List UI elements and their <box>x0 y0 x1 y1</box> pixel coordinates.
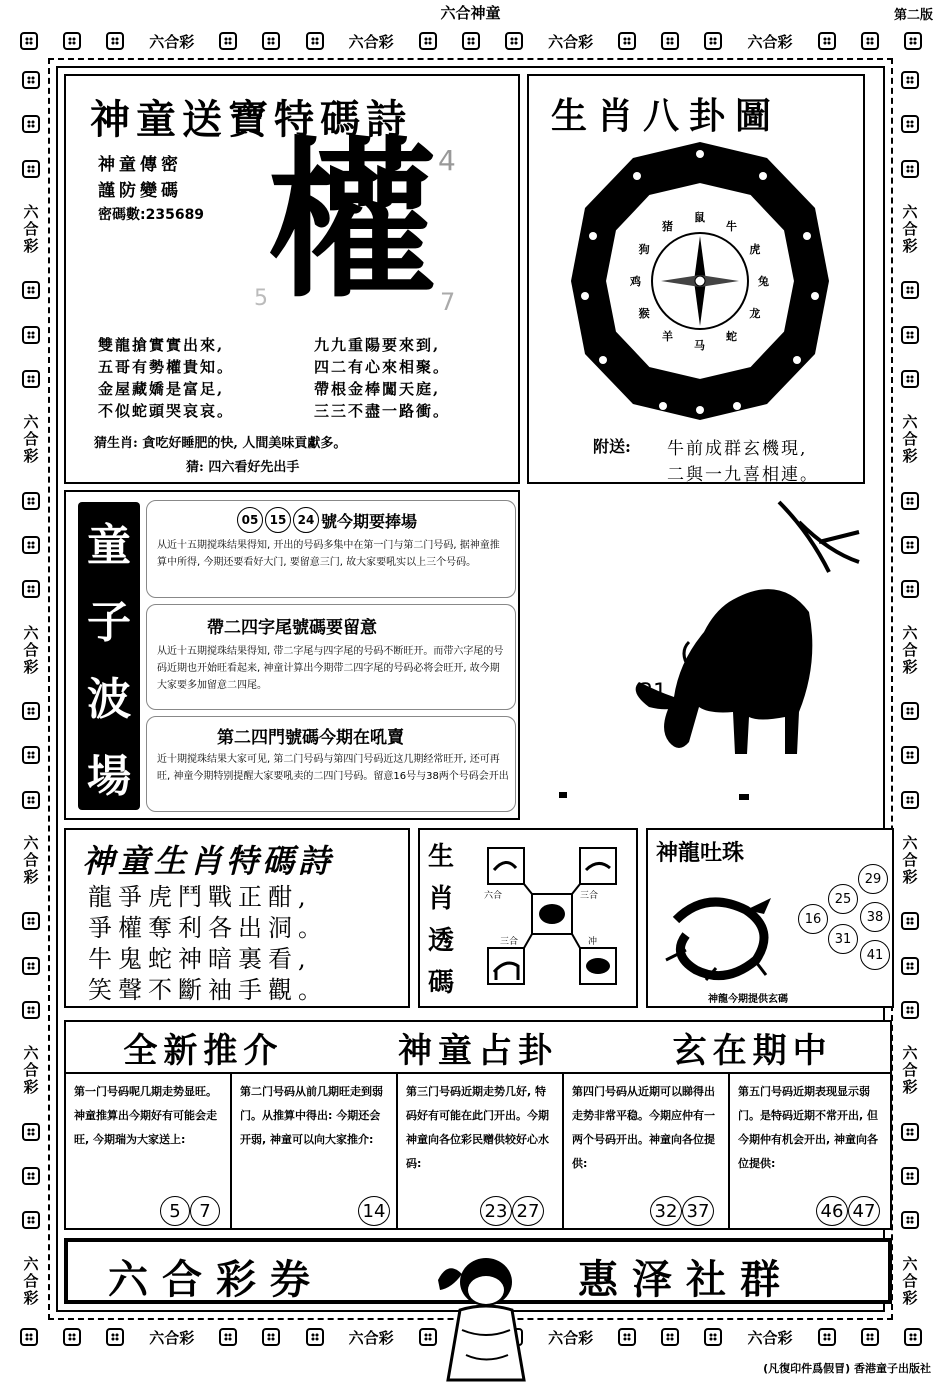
dice-icon <box>901 1211 919 1229</box>
dice-icon <box>22 326 40 344</box>
border-label: 六合彩 <box>21 835 40 887</box>
big-character: 權 <box>266 123 437 321</box>
dice-icon <box>704 1328 722 1346</box>
guess-zodiac: 猜生肖: 貪吃好睡肥的快, 人間美味貢獻多。 <box>94 436 347 451</box>
border-label: 六合彩 <box>747 1328 793 1347</box>
bagua-note-line2: 二與一九喜相連。 <box>667 465 819 485</box>
wave-side-char: 場 <box>87 750 131 802</box>
border-label: 六合彩 <box>21 414 40 466</box>
poem-line: 不似蛇頭哭哀哀。 <box>98 402 235 420</box>
dice-icon <box>22 957 40 975</box>
number-ball: 24 <box>293 507 319 533</box>
dice-icon <box>22 370 40 388</box>
door-text: 第四门号码从近期可以睇得出走势非常平稳。今期应仲有一两个号码开出。神童向各位提供: <box>572 1085 715 1170</box>
poem-left <box>98 334 234 422</box>
door-number: 32 <box>650 1196 682 1226</box>
border-label: 六合彩 <box>149 1328 195 1347</box>
faint-digit-1: 4 <box>438 144 456 177</box>
dice-icon <box>901 370 919 388</box>
wave-section-1 <box>146 500 516 598</box>
wave-section-2-title: 帶二四字尾號碼要留意 <box>207 618 377 638</box>
door-number: 14 <box>358 1196 390 1226</box>
dice-icon <box>22 1001 40 1019</box>
dice-icon <box>901 580 919 598</box>
banner-left: 六合彩券 <box>108 1257 324 1303</box>
border-top <box>14 24 928 58</box>
door-2-numbers <box>358 1196 390 1226</box>
wave-section-1-title <box>237 507 417 533</box>
dice-icon <box>901 281 919 299</box>
dice-icon <box>901 71 919 89</box>
border-label: 六合彩 <box>21 204 40 256</box>
border-label: 六合彩 <box>21 1255 40 1307</box>
dice-icon <box>22 580 40 598</box>
guess-hint: 猜: 四六看好先出手 <box>186 460 300 475</box>
dice-icon <box>22 281 40 299</box>
poem-line: 爭權奪利各出洞。 <box>88 914 328 942</box>
bagua-note-label: 附送: <box>593 437 631 456</box>
border-label: 六合彩 <box>747 32 793 51</box>
dragon-pearl: 29 <box>858 864 888 894</box>
zodiac-poem-title: 神童生肖特碼詩 <box>82 842 335 880</box>
ox-picture-panel <box>527 490 865 820</box>
border-label: 六合彩 <box>900 1255 919 1307</box>
door-number: 27 <box>512 1196 544 1226</box>
zodiac-ring-label: 龙 <box>749 307 761 320</box>
recommend-panel <box>64 1020 892 1230</box>
zodiac-ring-label: 虎 <box>749 243 761 256</box>
dragon-pearl: 31 <box>828 924 858 954</box>
door-number: 37 <box>682 1196 714 1226</box>
poem-panel-title: 神童送寶特碼詩 <box>90 97 412 143</box>
transparent-title-char: 肖 <box>428 884 455 914</box>
dice-icon <box>818 32 836 50</box>
door-number: 7 <box>190 1196 220 1226</box>
side-text-1: 神童傳密 <box>98 155 182 175</box>
bagua-note-line1: 牛前成群玄機現, <box>667 439 808 459</box>
zodiac-ring-label: 蛇 <box>726 330 737 344</box>
dice-icon <box>661 32 679 50</box>
recommend-columns <box>66 1072 890 1228</box>
border-label: 六合彩 <box>348 1328 394 1347</box>
relation-label: 六合 <box>484 891 503 901</box>
zodiac-ring-label: 猪 <box>662 219 673 233</box>
dice-icon <box>661 1328 679 1346</box>
poem-line: 龍爭虎鬥戰正酣, <box>88 883 312 911</box>
dice-icon <box>901 957 919 975</box>
dice-icon <box>419 32 437 50</box>
zodiac-ring-label: 猴 <box>638 307 650 320</box>
dice-icon <box>219 1328 237 1346</box>
poem-line: 雙龍搶實實出來, <box>98 336 225 354</box>
poem-line: 笑聲不斷袖手觀。 <box>88 976 328 1004</box>
dice-icon <box>901 1167 919 1185</box>
dice-icon <box>618 1328 636 1346</box>
border-label: 六合彩 <box>21 1045 40 1097</box>
number-ball: 15 <box>265 507 291 533</box>
door-1-numbers <box>160 1196 220 1226</box>
dragon-title: 神龍吐珠 <box>656 841 745 866</box>
poem-line: 金屋藏嬌是富足, <box>98 380 225 398</box>
recommend-title-2: 神童占卦 <box>397 1030 558 1071</box>
dice-icon <box>306 1328 324 1346</box>
dice-icon <box>22 702 40 720</box>
side-text-2: 謹防變碼 <box>98 181 182 201</box>
wave-section-1-text: 从近十五期搅珠结果得知, 开出的号码多集中在第一门与第二门号码, 据神童推算中所得, 今期还要看好大门, 要留意三门, 故大家要吼实以上三个号码。 <box>157 540 500 568</box>
dice-icon <box>20 1328 38 1346</box>
border-label: 六合彩 <box>900 835 919 887</box>
border-label: 六合彩 <box>900 624 919 676</box>
door-text: 第五门号码近期表现显示弱门。是特码近期不常开出, 但今期仲有机会开出, 神童向各位提供: <box>738 1085 879 1170</box>
dice-icon <box>262 32 280 50</box>
door-number: 5 <box>160 1196 190 1226</box>
zodiac-ring-label: 鼠 <box>694 211 705 224</box>
wave-section-1-heading: 號今期要捧場 <box>321 511 418 531</box>
transparent-title <box>428 836 454 1004</box>
dice-icon <box>618 32 636 50</box>
door-text: 第三门号码近期走势几好, 特码好有可能在此门开出。今期神童向各位彩民赠供较好心水码: <box>406 1085 549 1170</box>
poem-line: 四二有心來相聚。 <box>314 358 451 376</box>
bagua-panel <box>527 74 865 484</box>
child-figure <box>428 1240 544 1386</box>
border-label: 六合彩 <box>548 32 594 51</box>
border-label: 六合彩 <box>21 624 40 676</box>
zodiac-ring-label: 兔 <box>758 275 769 288</box>
dragon-pearl: 16 <box>798 904 828 934</box>
poem-panel <box>64 74 520 484</box>
wave-section-2 <box>146 604 516 710</box>
dice-icon <box>22 536 40 554</box>
door-number: 47 <box>848 1196 880 1226</box>
dice-icon <box>22 791 40 809</box>
dice-icon <box>861 1328 879 1346</box>
ox-number: 31 <box>639 680 667 705</box>
wave-section-3-text: 近十期搅珠结果大家可见, 第二门号码与第四门号码近这几期经常旺开, 还可再旺, 神童今期特别提醒大家要吼卖的二四门号码。留意16号与38两个号码会开出 <box>157 754 509 782</box>
relation-label: 三合 <box>580 891 599 901</box>
door-text: 第二门号码从前几期旺走到弱门。从推算中得出: 今期还会开弱, 神童可以向大家推介: <box>240 1085 383 1146</box>
zodiac-transparent-panel <box>418 828 638 1008</box>
number-ball: 05 <box>237 507 263 533</box>
dice-icon <box>22 1211 40 1229</box>
door-3-numbers <box>480 1196 544 1226</box>
door-5-numbers <box>816 1196 880 1226</box>
secret-code: 密碼數:235689 <box>98 207 205 223</box>
dice-icon <box>63 32 81 50</box>
dice-icon <box>22 492 40 510</box>
dice-icon <box>901 1001 919 1019</box>
recommend-header <box>66 1022 890 1072</box>
dice-icon <box>818 1328 836 1346</box>
wave-side-char: 波 <box>87 673 131 725</box>
dice-icon <box>901 912 919 930</box>
page-number: 第二版 <box>893 8 933 23</box>
dice-icon <box>462 32 480 50</box>
dice-icon <box>63 1328 81 1346</box>
dragon-pearl: 25 <box>828 884 858 914</box>
page-header-title: 六合神童 <box>440 4 501 22</box>
dice-icon <box>106 1328 124 1346</box>
door-number: 46 <box>816 1196 848 1226</box>
zodiac-ring-label: 马 <box>694 339 705 352</box>
wave-side-char: 童 <box>87 519 131 571</box>
dice-icon <box>704 32 722 50</box>
dragon-caption: 神龍今期提供玄碼 <box>708 994 788 1005</box>
poem-line: 九九重陽要來到, <box>314 336 441 354</box>
dice-icon <box>505 32 523 50</box>
dice-icon <box>901 702 919 720</box>
dice-icon <box>901 1123 919 1141</box>
relation-label: 三合 <box>500 937 519 947</box>
faint-digit-2: 5 <box>254 286 268 311</box>
border-label: 六合彩 <box>548 1328 594 1347</box>
border-right <box>893 58 927 1320</box>
dice-icon <box>901 115 919 133</box>
recommend-title-1: 全新推介 <box>123 1030 284 1071</box>
dice-icon <box>901 326 919 344</box>
border-label: 六合彩 <box>149 32 195 51</box>
dice-icon <box>20 32 38 50</box>
border-label: 六合彩 <box>348 32 394 51</box>
border-label: 六合彩 <box>900 204 919 256</box>
dice-icon <box>901 160 919 178</box>
poem-right <box>314 334 450 422</box>
dice-icon <box>262 1328 280 1346</box>
bagua-title: 生肖八卦圖 <box>551 96 782 137</box>
relation-label: 冲 <box>588 937 598 947</box>
border-left <box>14 58 48 1320</box>
transparent-title-char: 透 <box>428 926 455 956</box>
poem-line: 牛鬼蛇神暗裏看, <box>88 945 312 973</box>
wave-section-2-text: 从近十五期搅珠结果得知, 带二字尾与四字尾的号码不断旺开。而带六字尾的号码近期也开始旺看起来, 神童计算出今期带二四字尾的号码必将会旺开, 故今期大家要多加留意二四尾。 <box>157 646 504 691</box>
dice-icon <box>901 536 919 554</box>
poem-line: 帶根金棒闖天庭, <box>314 380 441 398</box>
zodiac-ring <box>567 136 833 426</box>
wave-panel <box>64 490 520 820</box>
dice-icon <box>904 1328 922 1346</box>
dice-icon <box>22 746 40 764</box>
dragon-pearl: 41 <box>860 940 890 970</box>
door-text: 第一门号码呢几期走势显旺。神童推算出今期好有可能会走旺, 今期瑞为大家送上: <box>74 1085 217 1146</box>
dragon-pearl: 38 <box>860 902 890 932</box>
transparent-title-char: 碼 <box>428 968 455 998</box>
dice-icon <box>861 32 879 50</box>
zodiac-poem-panel <box>64 828 410 1008</box>
zodiac-poem-lines <box>88 882 328 1006</box>
dice-icon <box>306 32 324 50</box>
transparent-diagram <box>482 840 632 1000</box>
dice-icon <box>22 71 40 89</box>
wave-section-3 <box>146 716 516 812</box>
wave-side-title <box>78 502 140 810</box>
transparent-title-char: 生 <box>428 842 455 872</box>
ox-illustration <box>529 492 867 822</box>
dice-icon <box>219 32 237 50</box>
footer-note: (凡復印件爲假冒) 香港童子出版社 <box>763 1362 931 1375</box>
door-number: 23 <box>480 1196 512 1226</box>
door-4-numbers <box>650 1196 714 1226</box>
dice-icon <box>901 791 919 809</box>
poem-line: 五哥有勢權貴知。 <box>98 358 235 376</box>
dice-icon <box>22 115 40 133</box>
border-label: 六合彩 <box>900 1045 919 1097</box>
dice-icon <box>904 32 922 50</box>
zodiac-ring-label: 鸡 <box>630 275 641 288</box>
dice-icon <box>901 492 919 510</box>
dice-icon <box>22 160 40 178</box>
banner-right: 惠泽社群 <box>578 1257 794 1303</box>
recommend-title-3: 玄在期中 <box>672 1030 833 1071</box>
poem-line: 三三不盡一路衝。 <box>314 402 451 420</box>
dragon-panel <box>646 828 894 1008</box>
faint-digit-3: 7 <box>440 288 456 316</box>
dice-icon <box>22 912 40 930</box>
border-label: 六合彩 <box>900 414 919 466</box>
zodiac-ring-label: 羊 <box>662 330 673 344</box>
dice-icon <box>22 1123 40 1141</box>
wave-section-3-title: 第二四門號碼今期在吼賣 <box>217 728 404 748</box>
zodiac-ring-label: 牛 <box>726 219 737 233</box>
dragon-illustration <box>656 880 796 990</box>
dice-icon <box>22 1167 40 1185</box>
dice-icon <box>106 32 124 50</box>
zodiac-ring-label: 狗 <box>638 243 650 256</box>
dice-icon <box>901 746 919 764</box>
wave-side-char: 子 <box>87 596 131 648</box>
